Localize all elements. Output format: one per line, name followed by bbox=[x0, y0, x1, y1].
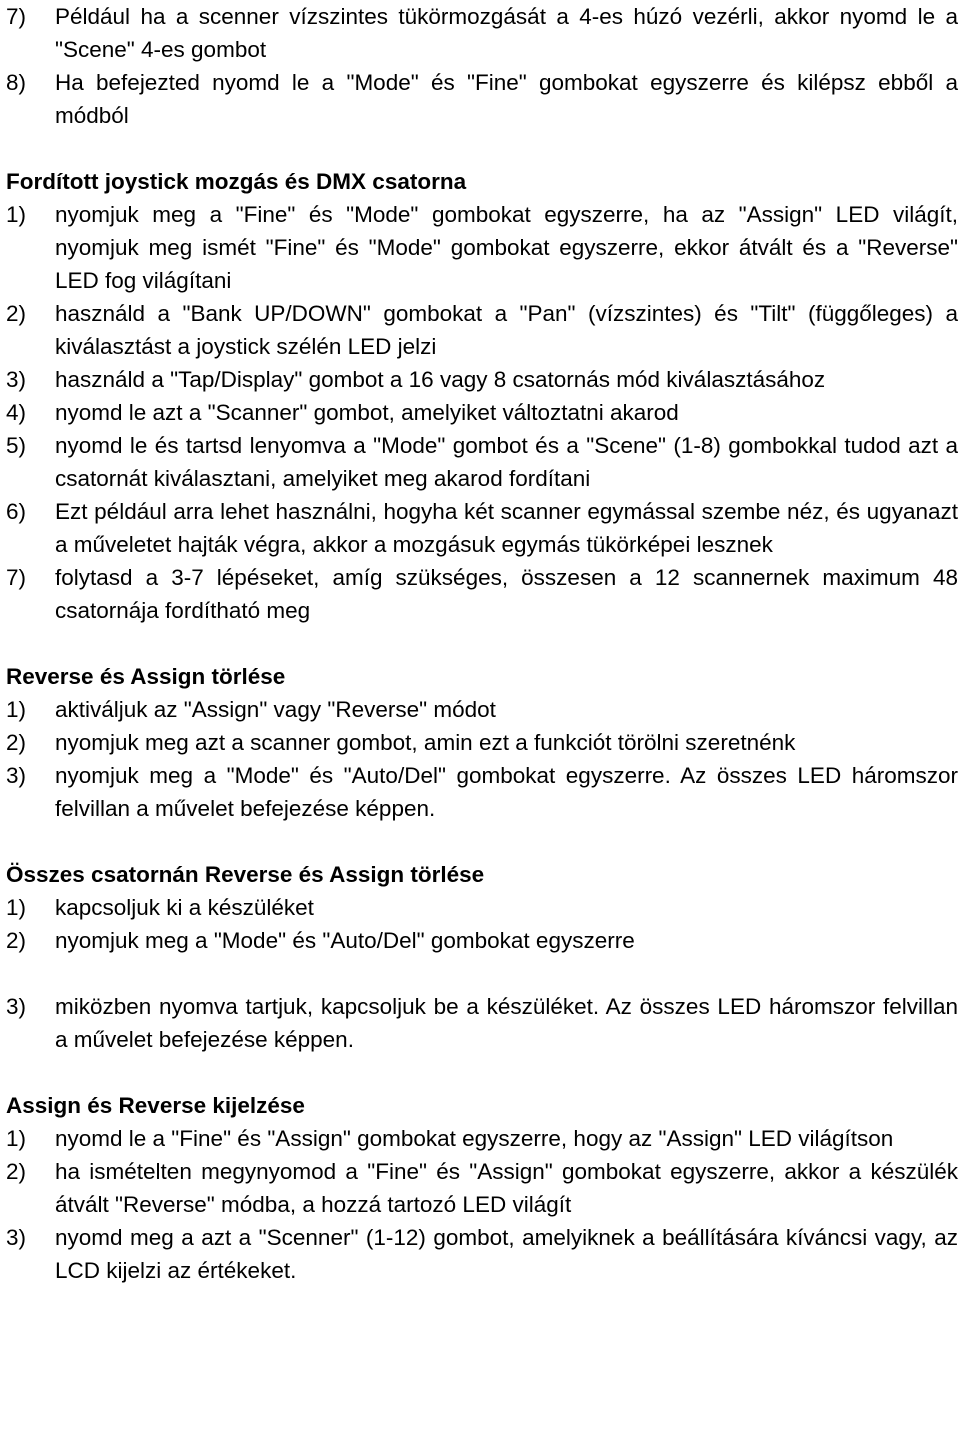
item-text: aktiváljuk az "Assign" vagy "Reverse" módot bbox=[55, 697, 496, 722]
spacer bbox=[6, 627, 958, 660]
item-number: 7) bbox=[6, 565, 27, 590]
item-text: használd a "Tap/Display" gombot a 16 vagy 8 csatornás mód kiválasztásához bbox=[55, 367, 826, 392]
section-reverse-assign-delete bbox=[6, 660, 958, 825]
item-number: 3) bbox=[6, 763, 27, 788]
list-item bbox=[6, 990, 958, 1056]
item-number: 1) bbox=[6, 895, 27, 920]
item-number: 5) bbox=[6, 433, 27, 458]
item-text: ha ismételten megynyomod a "Fine" és "Assign" gombokat egyszerre, akkor a készülék átvált "Reverse" módba, a hozzá tartozó LED világít bbox=[55, 1159, 958, 1217]
section-assign-reverse-display bbox=[6, 1089, 958, 1287]
item-number: 2) bbox=[6, 730, 27, 755]
document bbox=[6, 0, 958, 1287]
item-number: 2) bbox=[6, 928, 27, 953]
item-text: nyomd le a "Fine" és "Assign" gombokat egyszerre, hogy az "Assign" LED világítson bbox=[55, 1126, 894, 1151]
section-heading: Összes csatornán Reverse és Assign törlése bbox=[6, 862, 485, 887]
item-text: Például ha a scenner vízszintes tükörmozgását a 4-es húzó vezérli, akkor nyomd le a "Scene" 4-es gombot bbox=[55, 4, 958, 62]
item-number: 7) bbox=[6, 4, 27, 29]
section-heading: Fordított joystick mozgás és DMX csatorna bbox=[6, 169, 467, 194]
item-text: nyomjuk meg a "Mode" és "Auto/Del" gombokat egyszerre. Az összes LED háromszor felvillan a művelet befejezése képpen. bbox=[55, 763, 958, 821]
spacer bbox=[6, 825, 958, 858]
spacer bbox=[6, 1056, 958, 1089]
item-number: 1) bbox=[6, 697, 27, 722]
list-item bbox=[6, 924, 958, 957]
item-number: 3) bbox=[6, 1225, 27, 1250]
item-text: nyomd meg a azt a "Scenner" (1-12) gombot, amelyiknek a beállítására kíváncsi vagy, az LCD kijelzi az értékeket. bbox=[55, 1225, 958, 1283]
section-heading: Reverse és Assign törlése bbox=[6, 664, 286, 689]
section-continuation bbox=[6, 0, 958, 132]
list-item bbox=[6, 0, 958, 66]
item-number: 4) bbox=[6, 400, 27, 425]
item-number: 1) bbox=[6, 1126, 27, 1151]
list-item bbox=[6, 429, 958, 495]
item-number: 2) bbox=[6, 1159, 27, 1184]
item-text: nyomjuk meg a "Fine" és "Mode" gombokat egyszerre, ha az "Assign" LED világít, nyomjuk meg ismét "Fine" és "Mode" gombokat egyszerre, ekkor átvált és a "Reverse" LED fog világítani bbox=[55, 202, 958, 293]
item-number: 2) bbox=[6, 301, 27, 326]
item-text: nyomjuk meg azt a scanner gombot, amin ezt a funkciót törölni szeretnénk bbox=[55, 730, 796, 755]
item-text: nyomjuk meg a "Mode" és "Auto/Del" gombokat egyszerre bbox=[55, 928, 635, 953]
item-text: nyomd le azt a "Scanner" gombot, amelyiket változtatni akarod bbox=[55, 400, 679, 425]
item-number: 3) bbox=[6, 994, 27, 1019]
list-item bbox=[6, 297, 958, 363]
section-heading: Assign és Reverse kijelzése bbox=[6, 1093, 305, 1118]
list-item bbox=[6, 66, 958, 132]
item-number: 3) bbox=[6, 367, 27, 392]
item-number: 8) bbox=[6, 70, 27, 95]
list-item bbox=[6, 891, 958, 924]
item-text: használd a "Bank UP/DOWN" gombokat a "Pan" (vízszintes) és "Tilt" (függőleges) a kiválasztást a joystick szélén LED jelzi bbox=[55, 301, 958, 359]
item-text: folytasd a 3-7 lépéseket, amíg szükséges, összesen a 12 scannernek maximum 48 csatornája fordítható meg bbox=[55, 565, 958, 623]
item-text: Ezt például arra lehet használni, hogyha két scanner egymással szembe néz, és ugyanazt a műveletet hajták végra, akkor a mozgásuk egymás tükörképei lesznek bbox=[55, 499, 958, 557]
item-number: 1) bbox=[6, 202, 27, 227]
item-text: nyomd le és tartsd lenyomva a "Mode" gombot és a "Scene" (1-8) gombokkal tudod azt a csatornát kiválasztani, amelyiket meg akarod fordítani bbox=[55, 433, 958, 491]
list-item bbox=[6, 198, 958, 297]
spacer bbox=[6, 957, 958, 990]
list-item bbox=[6, 726, 958, 759]
section-reverse-joystick bbox=[6, 165, 958, 627]
list-item bbox=[6, 495, 958, 561]
list-item bbox=[6, 693, 958, 726]
list-item bbox=[6, 1122, 958, 1155]
spacer bbox=[6, 132, 958, 165]
section-all-channels-delete bbox=[6, 858, 958, 1056]
list-item bbox=[6, 396, 958, 429]
list-item bbox=[6, 1155, 958, 1221]
list-item bbox=[6, 1221, 958, 1287]
item-text: Ha befejezted nyomd le a "Mode" és "Fine" gombokat egyszerre és kilépsz ebből a módból bbox=[55, 70, 958, 128]
list-item bbox=[6, 561, 958, 627]
item-text: miközben nyomva tartjuk, kapcsoljuk be a készüléket. Az összes LED háromszor felvillan a művelet befejezése képpen. bbox=[55, 994, 958, 1052]
item-number: 6) bbox=[6, 499, 27, 524]
item-text: kapcsoljuk ki a készüléket bbox=[55, 895, 314, 920]
list-item bbox=[6, 759, 958, 825]
list-item bbox=[6, 363, 958, 396]
